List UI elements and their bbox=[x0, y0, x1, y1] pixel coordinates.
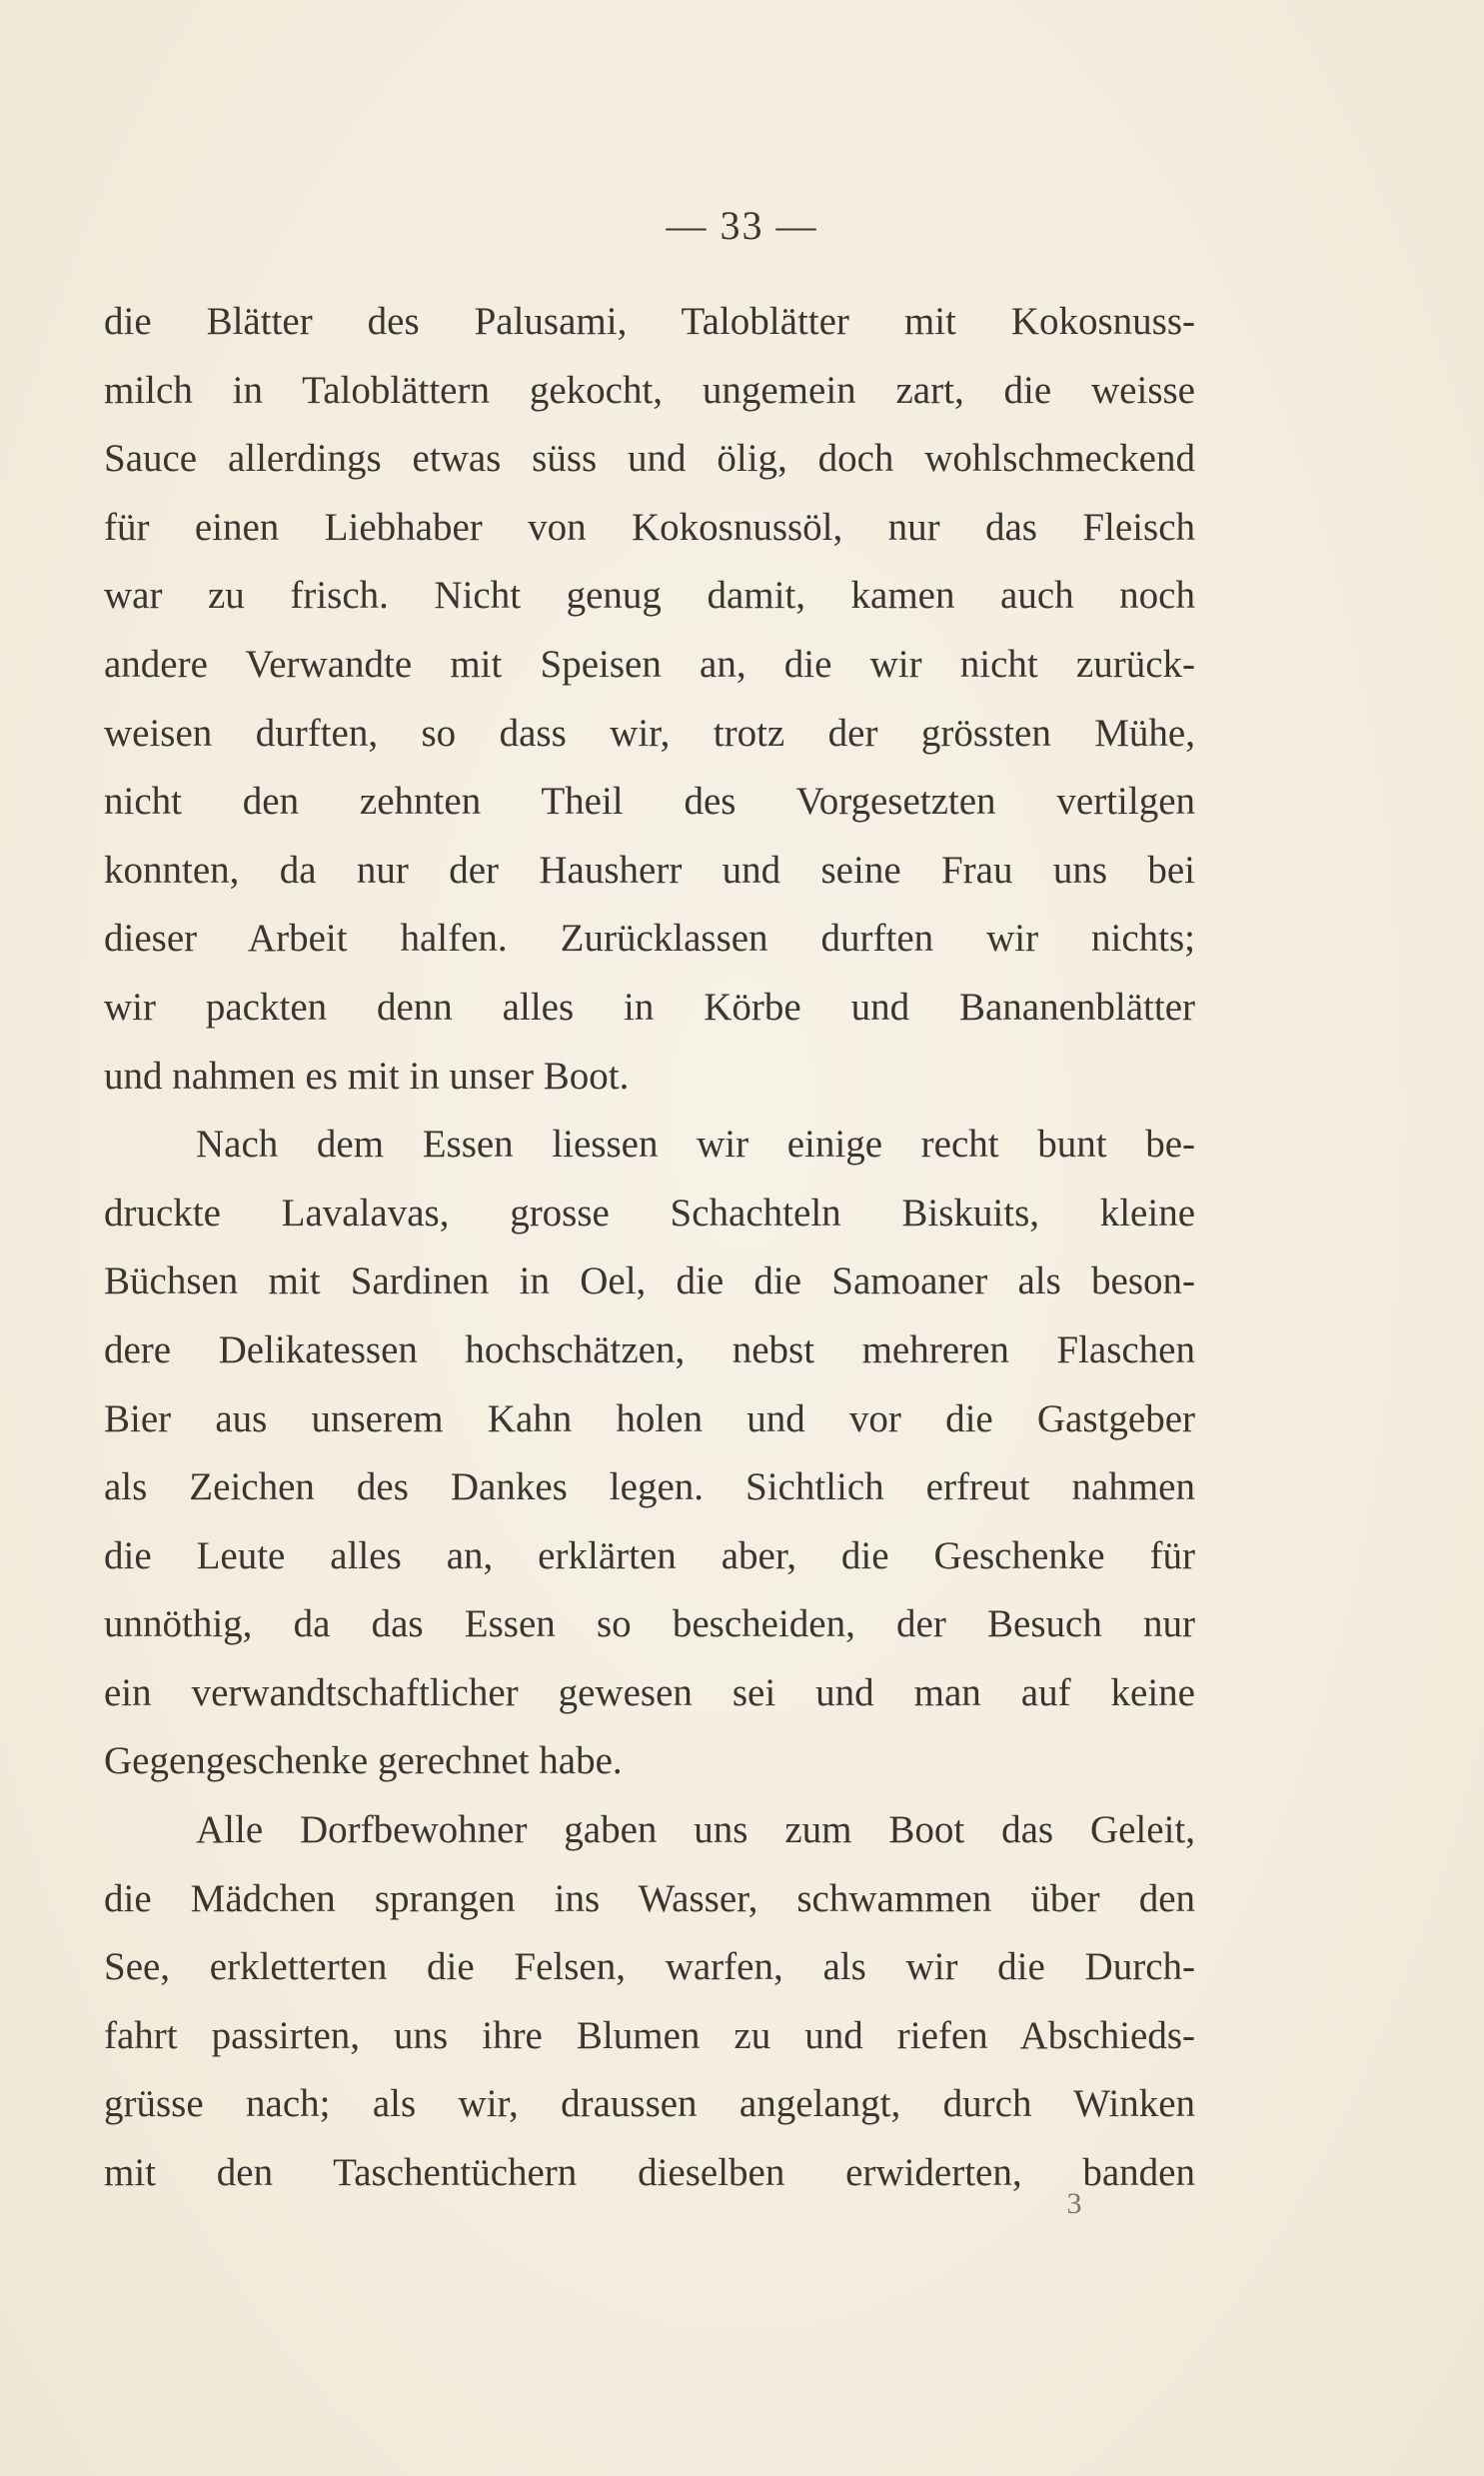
signature-mark: 3 bbox=[1066, 2187, 1082, 2220]
text-line: andere Verwandte mit Speisen an, die wir nicht zurück- bbox=[104, 642, 1195, 686]
text-line: milch in Taloblättern gekocht, ungemein zart, die weisse bbox=[104, 368, 1195, 412]
text-line: unnöthig, da das Essen so bescheiden, der Besuch nur bbox=[104, 1602, 1195, 1646]
text-line: weisen durften, so dass wir, trotz der grössten Mühe, bbox=[104, 711, 1195, 755]
text-line: mit den Taschentüchern dieselben erwiderten, banden bbox=[104, 2151, 1195, 2195]
page-number: — 33 — bbox=[666, 203, 818, 248]
text-line: fahrt passirten, uns ihre Blumen zu und riefen Abschieds- bbox=[104, 2013, 1195, 2057]
text-line: Bier aus unserem Kahn holen und vor die Gastgeber bbox=[104, 1396, 1195, 1440]
text-line: ein verwandtschaftlicher gewesen sei und man auf keine bbox=[104, 1670, 1195, 1714]
text-line: die Mädchen sprangen ins Wasser, schwammen über den bbox=[104, 1876, 1195, 1920]
text-line: konnten, da nur der Hausherr und seine Frau uns bei bbox=[104, 848, 1195, 892]
text-line: war zu frisch. Nicht genug damit, kamen auch noch bbox=[104, 574, 1195, 618]
text-line: druckte Lavalavas, grosse Schachteln Biskuits, kleine bbox=[104, 1191, 1195, 1235]
text-line: dere Delikatessen hochschätzen, nebst mehreren Flaschen bbox=[104, 1327, 1195, 1371]
body-text bbox=[104, 288, 1195, 2208]
text-line: die Leute alles an, erklärten aber, die Geschenke für bbox=[104, 1533, 1195, 1577]
text-line: die Blätter des Palusami, Taloblätter mit Kokosnuss- bbox=[104, 300, 1195, 343]
text-line: Sauce allerdings etwas süss und ölig, doch wohlschmeckend bbox=[104, 437, 1195, 481]
text-line: für einen Liebhaber von Kokosnussöl, nur das Fleisch bbox=[104, 505, 1195, 549]
text-line: nicht den zehnten Theil des Vorgesetzten vertilgen bbox=[104, 780, 1195, 824]
text-line: Alle Dorfbewohner gaben uns zum Boot das Geleit, bbox=[196, 1808, 1195, 1852]
text-line: grüsse nach; als wir, draussen angelangt, durch Winken bbox=[104, 2082, 1195, 2126]
text-line: See, erkletterten die Felsen, warfen, als wir die Durch- bbox=[104, 1945, 1195, 1989]
text-line: Gegengeschenke gerechnet habe. bbox=[104, 1739, 623, 1783]
text-line: dieser Arbeit halfen. Zurücklassen durften wir nichts; bbox=[104, 917, 1195, 961]
text-line: Nach dem Essen liessen wir einige recht bunt be- bbox=[196, 1123, 1195, 1167]
text-line: und nahmen es mit in unser Boot. bbox=[104, 1054, 630, 1098]
text-line: als Zeichen des Dankes legen. Sichtlich erfreut nahmen bbox=[104, 1465, 1195, 1509]
text-line: wir packten denn alles in Körbe und Bananenblätter bbox=[104, 985, 1195, 1029]
text-line: Büchsen mit Sardinen in Oel, die die Samoaner als beson- bbox=[104, 1259, 1195, 1303]
